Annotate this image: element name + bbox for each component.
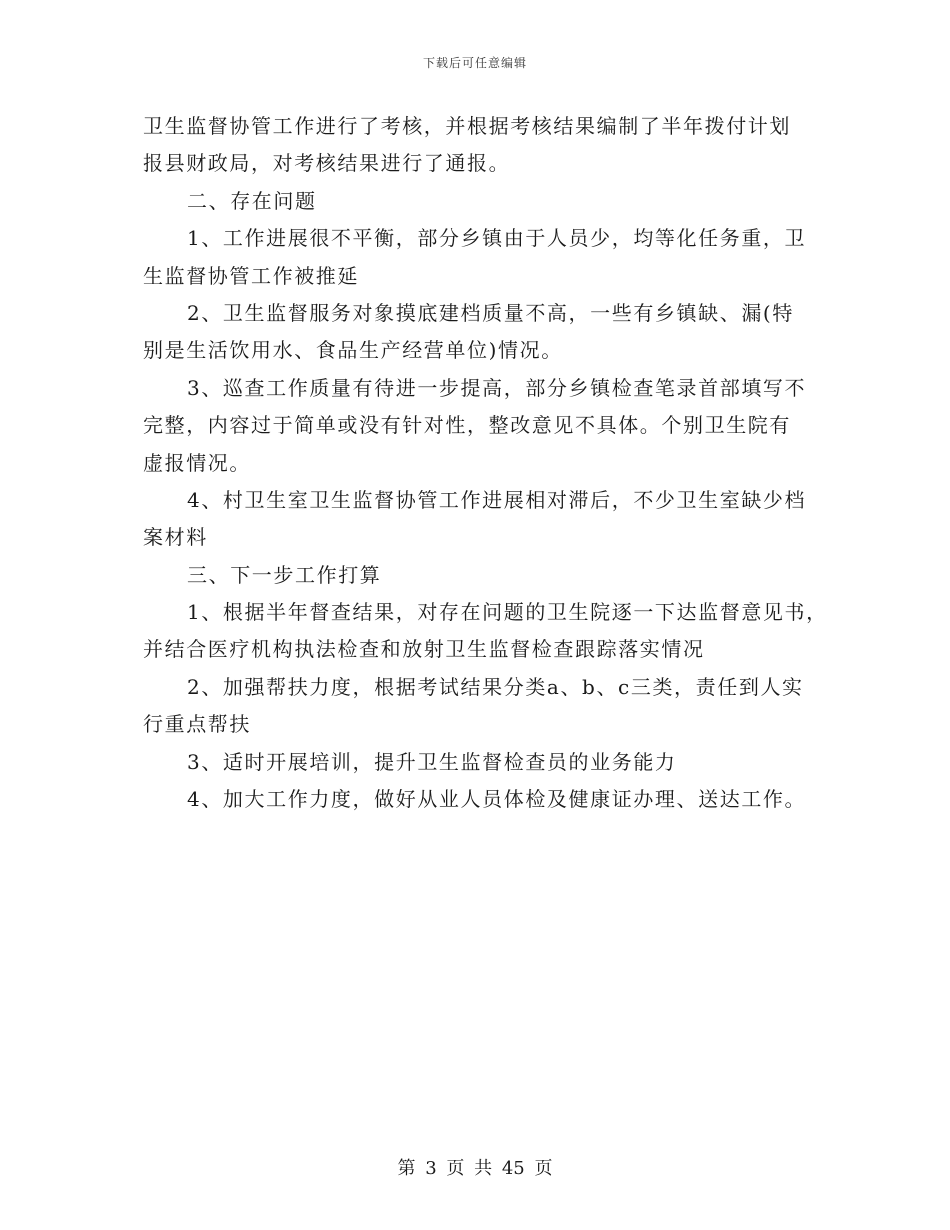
body-line: 并结合医疗机构执法检查和放射卫生监督检查跟踪落实情况 xyxy=(143,637,705,662)
section-heading: 三、下一步工作打算 xyxy=(187,562,382,587)
list-item: 4、村卫生室卫生监督协管工作进展相对滞后，不少卫生室缺少档 xyxy=(187,487,807,512)
body-line: 卫生监督协管工作进行了考核，并根据考核结果编制了半年拨付计划 xyxy=(143,114,791,138)
list-item: 4、加大工作力度，做好从业人员体检及健康证办理、送达工作。 xyxy=(187,787,807,812)
list-item: 3、巡查工作质量有待进一步提高，部分乡镇检查笔录首部填写不 xyxy=(187,375,807,400)
list-item: 3、适时开展培训，提升卫生监督检查员的业务能力 xyxy=(187,749,677,774)
section-heading: 二、存在问题 xyxy=(187,188,317,213)
list-item: 2、卫生监督服务对象摸底建档质量不高，一些有乡镇缺、漏(特 xyxy=(187,300,794,325)
body-line: 完整，内容过于简单或没有针对性，整改意见不具体。个别卫生院有 xyxy=(143,413,791,438)
list-item: 2、加强帮扶力度，根据考试结果分类a、b、c三类，责任到人实 xyxy=(187,674,804,699)
page-header: 下载后可任意编辑 xyxy=(422,56,527,70)
body-line: 行重点帮扶 xyxy=(143,712,251,737)
page-number: 第 3 页 共 45 页 xyxy=(397,1158,553,1179)
list-item: 1、工作进展很不平衡，部分乡镇由于人员少，均等化任务重，卫 xyxy=(187,226,807,251)
body-line: 虚报情况。 xyxy=(143,450,251,475)
body-line: 别是生活饮用水、食品生产经营单位)情况。 xyxy=(143,338,563,363)
document-body xyxy=(143,108,828,818)
list-item: 1、根据半年督查结果，对存在问题的卫生院逐一下达监督意见书， xyxy=(187,600,828,625)
body-line: 生监督协管工作被推延 xyxy=(143,263,359,288)
body-line: 案材料 xyxy=(143,525,208,550)
body-line: 报县财政局，对考核结果进行了通报。 xyxy=(143,151,511,176)
